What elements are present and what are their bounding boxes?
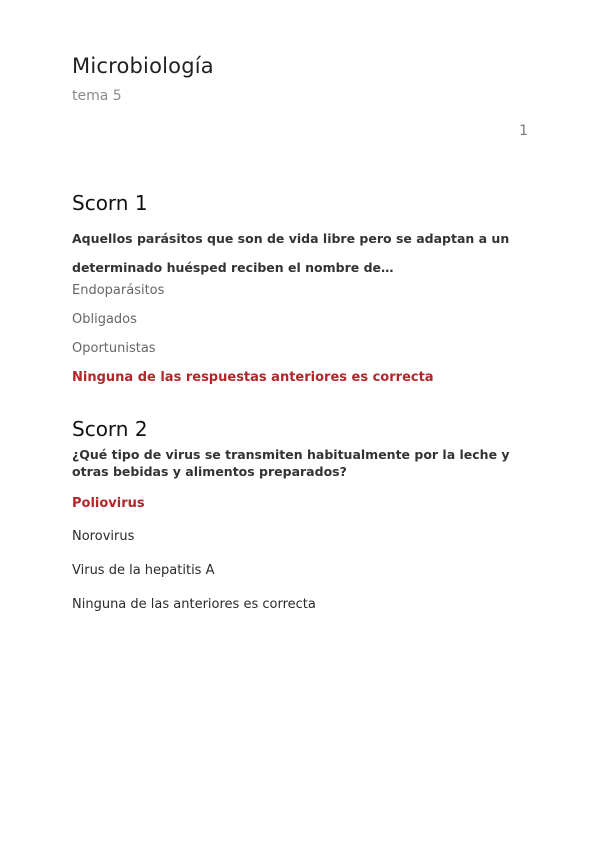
answer-option: Obligados bbox=[72, 312, 137, 327]
correct-answer-option: Ninguna de las respuestas anteriores es correcta bbox=[72, 370, 434, 385]
page-title: Microbiología bbox=[72, 54, 214, 78]
answer-option: Ninguna de las anteriores es correcta bbox=[72, 597, 316, 612]
section-heading-scorn-1: Scorn 1 bbox=[72, 191, 148, 215]
page-subtitle: tema 5 bbox=[72, 88, 122, 104]
answer-option: Endoparásitos bbox=[72, 283, 165, 298]
answer-option: Virus de la hepatitis A bbox=[72, 563, 215, 578]
answer-option: Norovirus bbox=[72, 529, 135, 544]
answer-option: Oportunistas bbox=[72, 341, 156, 356]
correct-answer-option: Poliovirus bbox=[72, 496, 145, 511]
question-text: ¿Qué tipo de virus se transmiten habitualmente por la leche y otras bebidas y alimentos preparados? bbox=[72, 447, 510, 479]
page-number: 1 bbox=[519, 123, 528, 139]
section-heading-scorn-2: Scorn 2 bbox=[72, 417, 148, 441]
question-text: Aquellos parásitos que son de vida libre pero se adaptan a un determinado huésped reciben el nombre de… bbox=[72, 231, 510, 275]
